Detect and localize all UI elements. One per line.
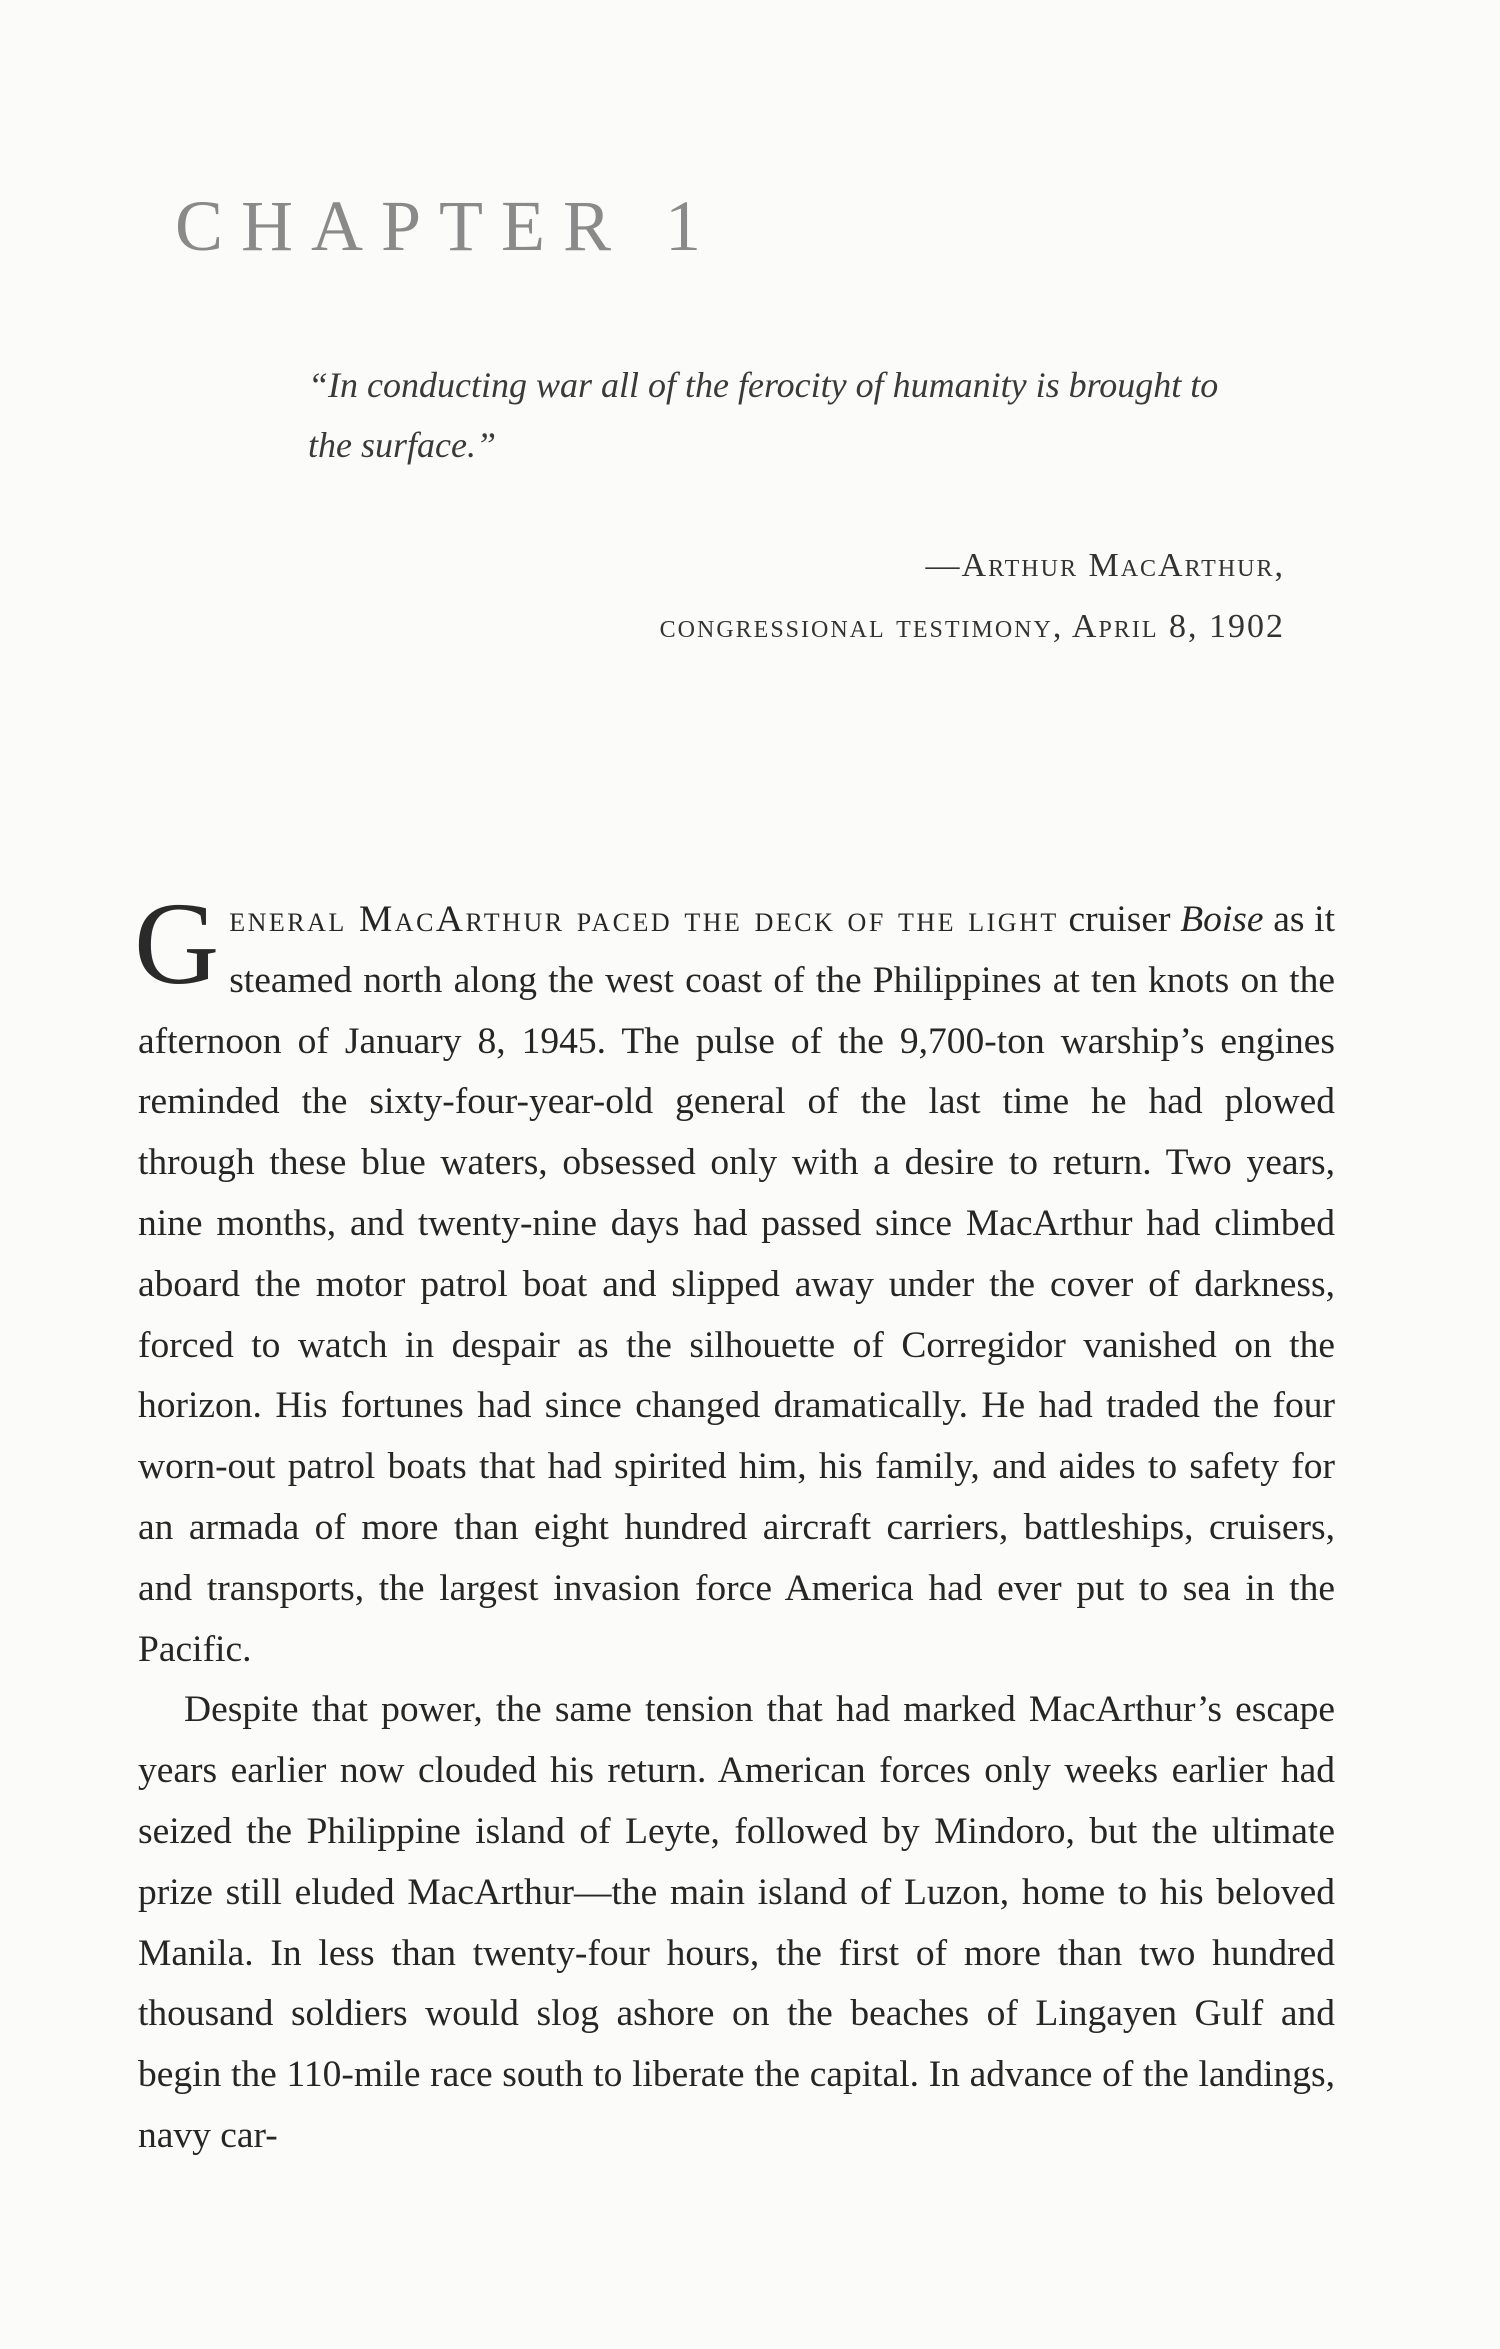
drop-cap: G [134, 878, 220, 1009]
attribution-author: —Arthur MacArthur, [925, 547, 1285, 584]
paragraph-2: Despite that power, the same tension that had marked MacArthur’s escape years earlier now clouded his return. American forces only weeks earlier had seized the Philippine island of Leyte, followed by Mindoro, but the ultimate prize still eluded MacArthur—the main island of Luzon, home to his beloved Manila. In less than twenty-four hours, the first of more than two hundred thousand soldiers would slog ashore on the beaches of Lingayen Gulf and begin the 110-mile race south to liberate the capital. In advance of the landings, navy car- [138, 1689, 1335, 2156]
paragraph-1-text: as it steamed north along the west coast of the Philippines at ten knots on the afternoon of January 8, 1945. The pulse of the 9,700-ton warship’s engines reminded the sixty-four-year-old general of the last time he had plowed through these blue waters, obsessed only with a desire to return. Two years, nine months, and twenty-nine days had passed since MacArthur had climbed aboard the motor patrol boat and slipped away under the cover of darkness, forced to watch in despair as the silhouette of Corregidor vanished on the horizon. His fortunes had since changed dramatically. He had traded the four worn-out patrol boats that had spirited him, his family, and aides to safety for an armada of more than eight hundred aircraft carriers, battleships, cruisers, and transports, the largest invasion force America had ever put to sea in the Pacific. [138, 899, 1336, 1670]
ship-name: Boise [1180, 899, 1264, 940]
paragraph-1-pre: cruiser [1058, 899, 1181, 940]
attribution-source: congressional testimony, April 8, 1902 [659, 608, 1285, 645]
epigraph-quote: “In conducting war all of the ferocity of humanity is brought to the surface.” [308, 365, 1219, 465]
chapter-body [134, 878, 1336, 2167]
paragraph-1 [134, 878, 1336, 1680]
epigraph-attribution [660, 535, 1285, 657]
opening-small-caps: eneral MacArthur paced the deck of the light [229, 899, 1059, 940]
chapter-heading: CHAPTER 1 [175, 186, 720, 266]
